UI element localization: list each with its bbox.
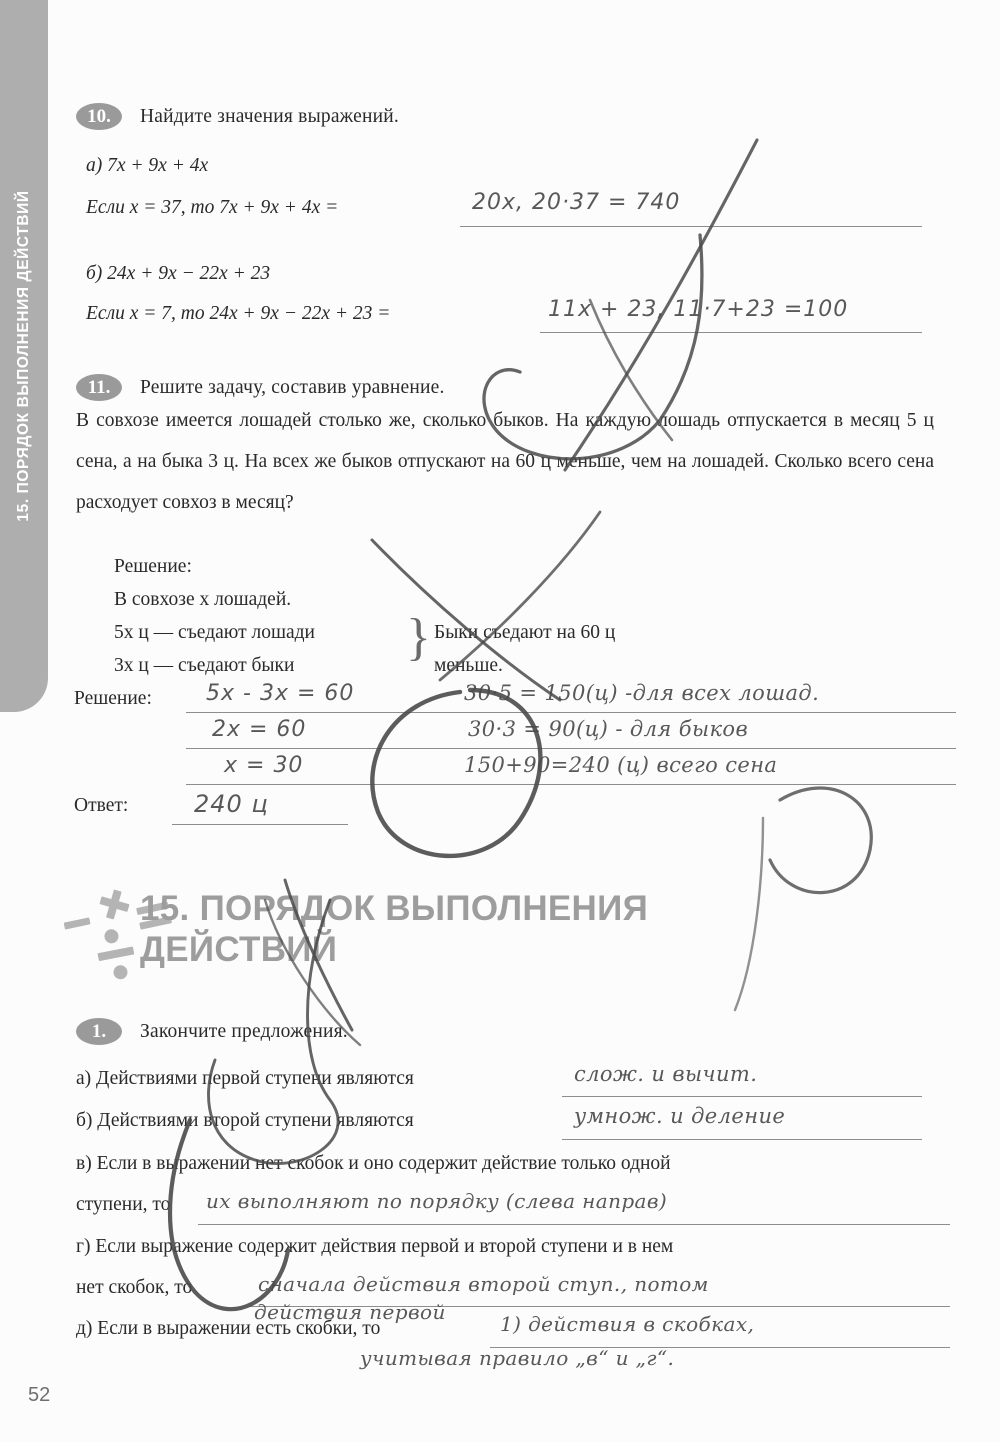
task-1-item-v-prompt-line-2: ступени, то xyxy=(76,1194,171,1215)
task-1-header xyxy=(76,1018,348,1045)
task-1-item-b-answer: умнож. и деление xyxy=(574,1104,786,1128)
task-1-item-a-prompt: а) Действиями первой ступени являются xyxy=(76,1068,414,1089)
task-11-given-line: В совхозе x лошадей. xyxy=(114,589,292,610)
section-side-tab xyxy=(0,0,48,712)
task-11-work-left-1: 5x - 3x = 60 xyxy=(206,681,355,706)
task-1-item-g-answer: сначала действия второй ступ., потом xyxy=(258,1272,709,1296)
task-1-item-d-answer: 1) действия в скобках, xyxy=(500,1312,755,1336)
task-10-item-b-expression: б) 24x + 9x − 22x + 23 xyxy=(86,263,271,284)
task-11-answer-value: 240 ц xyxy=(194,790,269,818)
task-11-solution-label: Решение: xyxy=(114,556,192,577)
task-11-work-right-3: 150+90=240 (ц) всего сена xyxy=(464,753,778,777)
task-1-item-b-prompt: б) Действиями второй ступени являются xyxy=(76,1110,414,1131)
page-content-lower xyxy=(76,0,956,1442)
task-11-work-left-2: 2x = 60 xyxy=(212,717,307,742)
section-heading-line-1: 15. ПОРЯДОК ВЫПОЛНЕНИЯ xyxy=(140,889,649,928)
task-1-item-g-answer-line-2: действия первой xyxy=(254,1300,446,1324)
task-10-item-b-answer: 11x + 23, 11·7+23 =100 xyxy=(548,297,849,322)
grouping-brace-icon: } xyxy=(406,609,431,666)
task-1-number: 1. xyxy=(76,1018,122,1045)
task-11-work-label: Решение: xyxy=(74,688,152,709)
task-10-title: Найдите значения выражений. xyxy=(140,105,399,127)
section-side-tab-label: 15. ПОРЯДОК ВЫПОЛНЕНИЯ ДЕЙСТВИЙ xyxy=(15,190,32,522)
task-10-number: 10. xyxy=(76,103,122,130)
task-1-item-d-answer-line-2: учитывая правило „в“ и „г“. xyxy=(360,1346,675,1370)
task-11-work-right-2: 30·3 = 90(ц) - для быков xyxy=(468,717,749,741)
task-1-item-g-prompt-line-2: нет скобок, то xyxy=(76,1277,193,1298)
task-1-item-v-rule[interactable] xyxy=(198,1224,950,1225)
task-1-item-v-answer: их выполняют по порядку (слева направ) xyxy=(206,1189,668,1213)
task-10-item-a-expression: а) 7x + 9x + 4x xyxy=(86,155,209,176)
page-number: 52 xyxy=(28,1384,51,1406)
task-11-statement: В совхозе имеется лошадей столько же, сколько быков. На каждую лошадь отпускается в месяц 5 ц сена, а на быка 3 ц. На всех же быков отпускают на 60 ц меньше, чем на лошадей. Сколько всего сена расходует совхоз в месяц? xyxy=(76,410,934,513)
task-10-item-a-prompt: Если x = 37, то 7x + 9x + 4x = xyxy=(86,197,339,218)
task-11-note-line-1: Быки съедают на 60 ц xyxy=(434,622,616,643)
task-11-answer-label: Ответ: xyxy=(74,795,129,816)
task-11-given-bulls: 3x ц — съедают быки xyxy=(114,655,295,676)
task-10-item-a-answer: 20x, 20·37 = 740 xyxy=(472,190,681,215)
task-1-item-v-prompt-line-1: в) Если в выражении нет скобок и оно содержит действие только одной xyxy=(76,1153,671,1174)
task-1-item-d-prompt: д) Если в выражении есть скобки, то xyxy=(76,1318,381,1339)
task-11-number: 11. xyxy=(76,374,122,401)
task-11-work-right-1: 30·5 = 150(ц) -для всех лошад. xyxy=(464,681,820,705)
task-1-item-a-rule[interactable] xyxy=(562,1096,922,1097)
section-heading-line-2: ДЕЙСТВИЙ xyxy=(140,930,338,969)
task-1-title: Закончите предложения. xyxy=(140,1020,348,1042)
task-11-note-line-2: меньше. xyxy=(434,655,503,676)
task-11-work-left-3: x = 30 xyxy=(224,753,304,778)
task-1-item-a-answer: слож. и вычит. xyxy=(574,1062,758,1086)
task-1-item-g-prompt-line-1: г) Если выражение содержит действия первой и второй ступени и в нем xyxy=(76,1236,674,1257)
task-1-item-b-rule[interactable] xyxy=(562,1139,922,1140)
task-11-title: Решите задачу, составив уравнение. xyxy=(140,376,445,398)
task-11-given-horses: 5x ц — съедают лошади xyxy=(114,622,315,643)
task-10-item-b-prompt: Если x = 7, то 24x + 9x − 22x + 23 = xyxy=(86,303,391,324)
